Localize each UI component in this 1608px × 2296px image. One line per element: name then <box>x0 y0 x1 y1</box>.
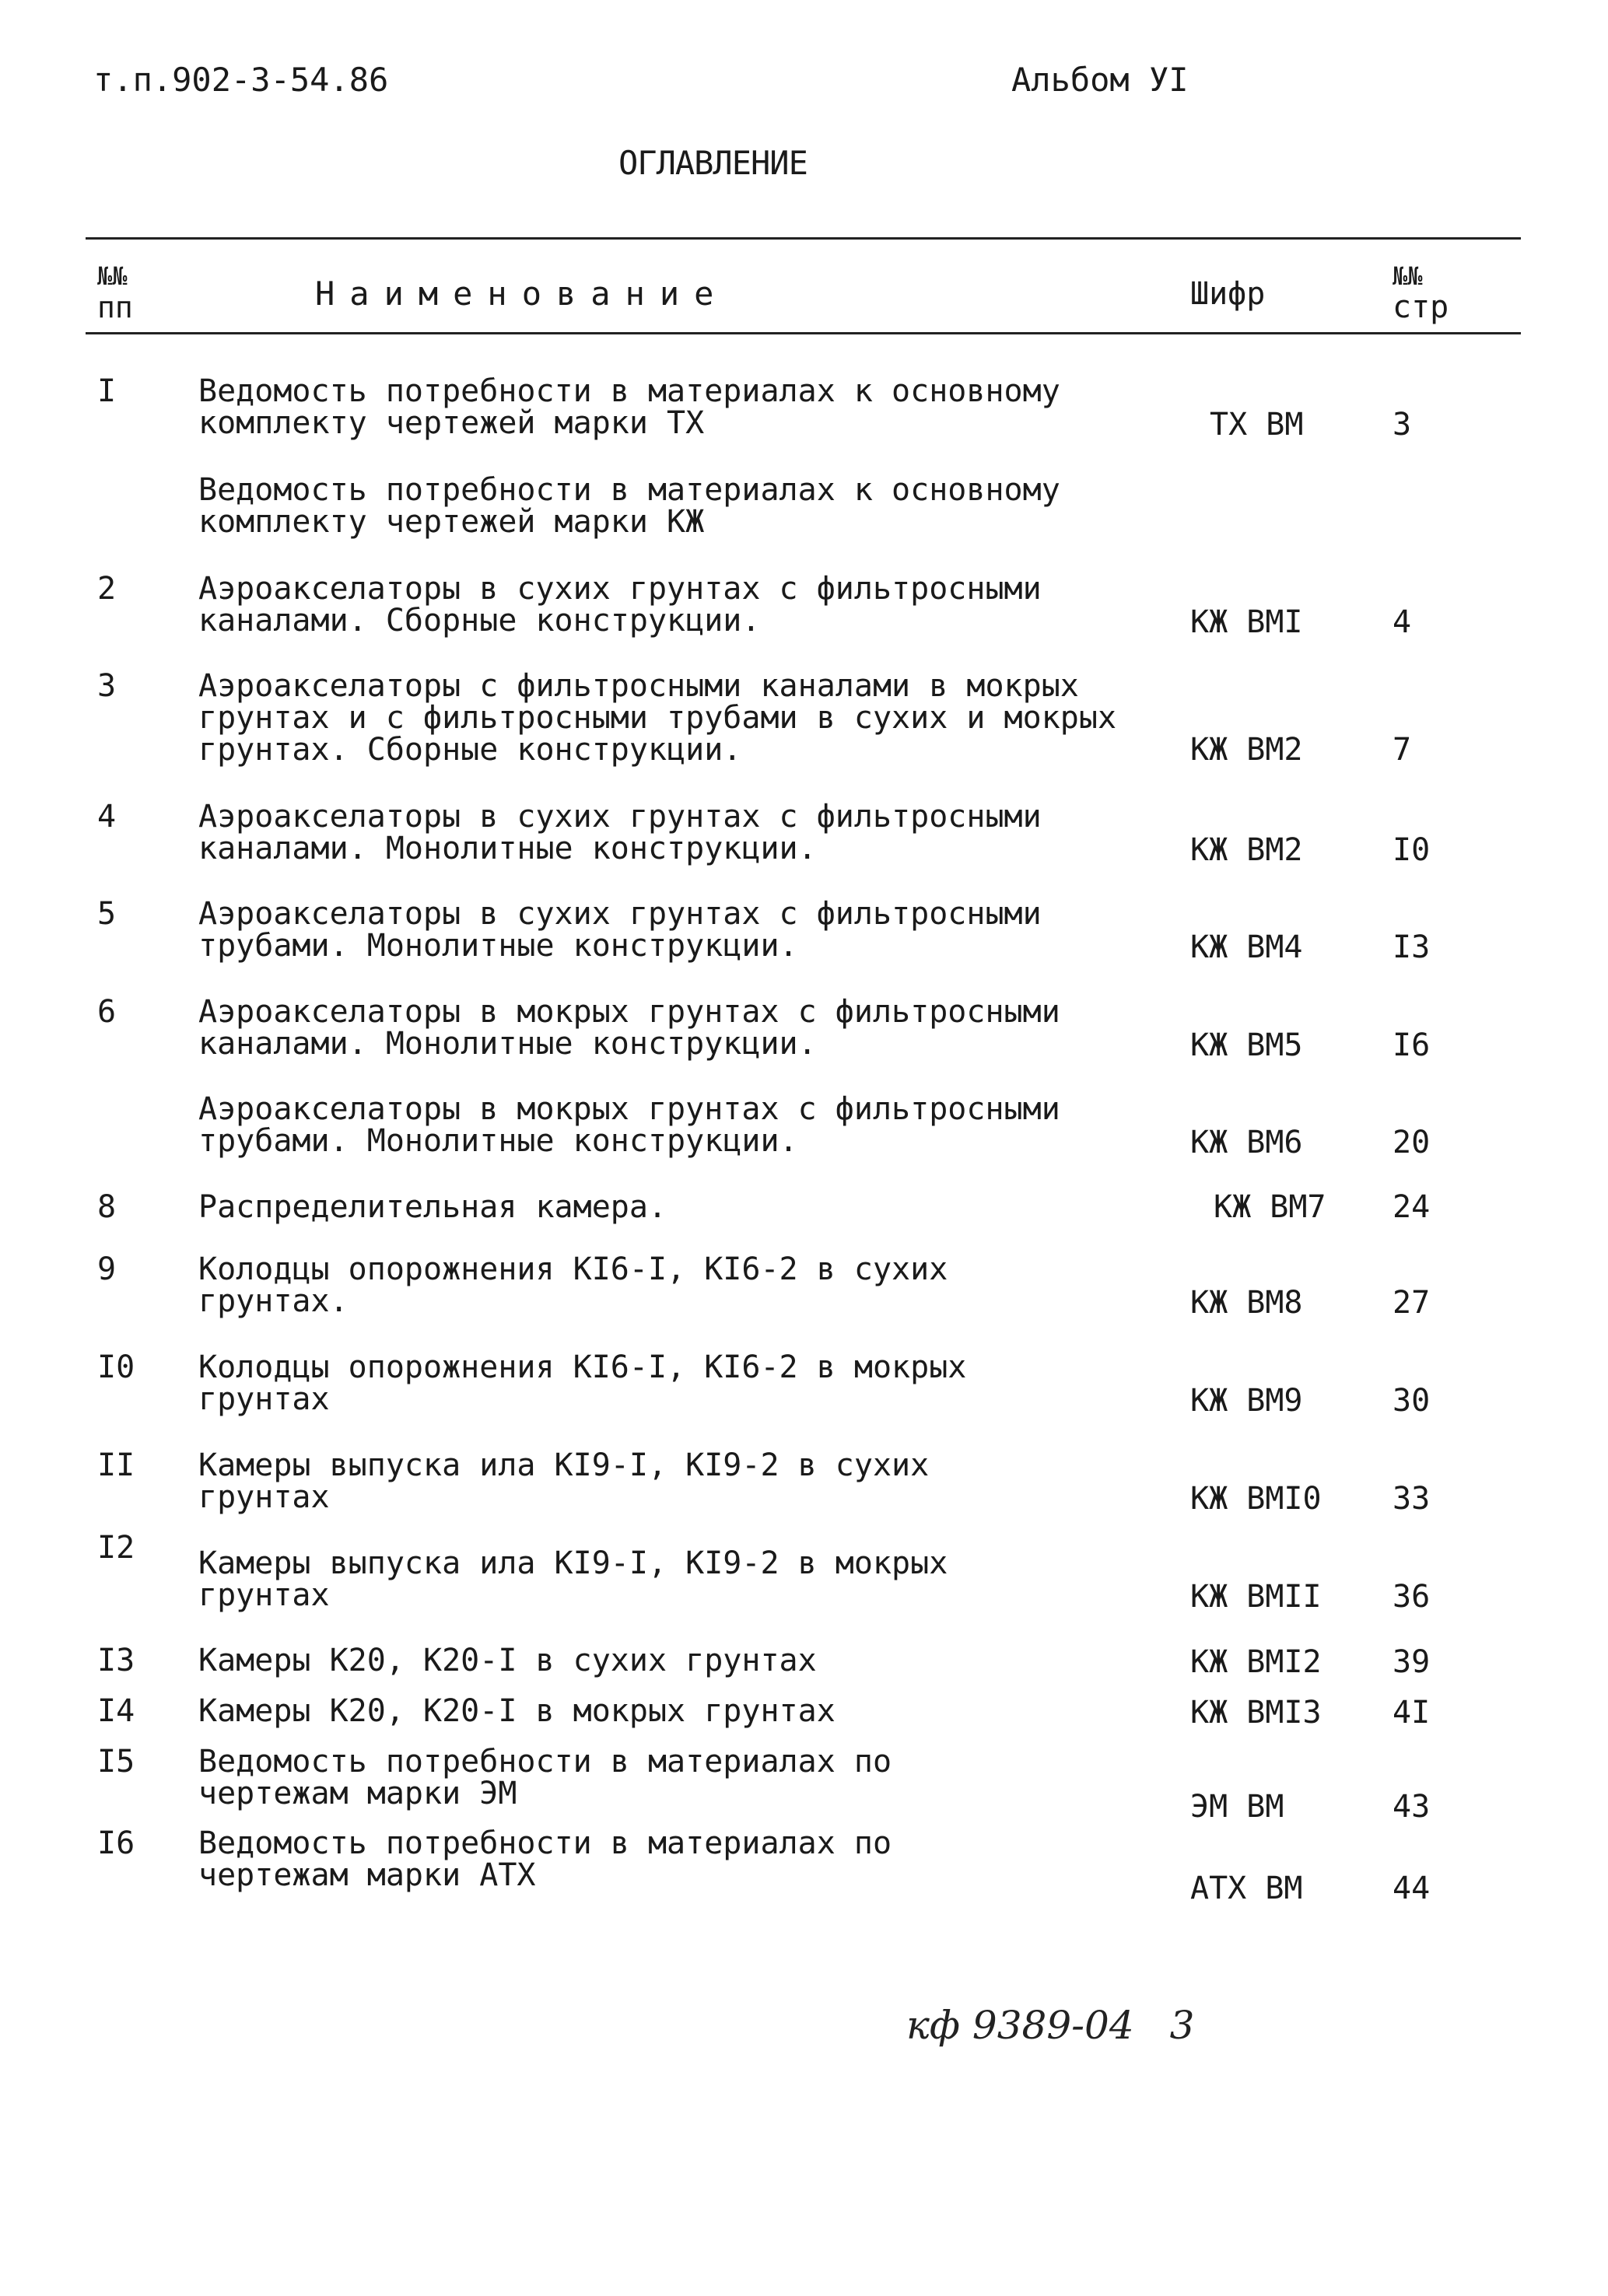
row-code: ТХ ВМ <box>1210 407 1304 443</box>
column-header-num-line1: №№ <box>97 261 128 291</box>
row-code: КЖ ВМI0 <box>1190 1481 1322 1517</box>
row-title: Колодцы опорожнения КI6-I, КI6-2 в мокрых грунтах <box>198 1349 967 1417</box>
row-num: II <box>97 1447 135 1483</box>
column-header-name: Наименование <box>315 275 729 313</box>
row-page: 24 <box>1393 1189 1431 1225</box>
row-title: Распределительная камера. <box>198 1189 667 1225</box>
row-num: 4 <box>97 799 117 835</box>
row-title: Ведомость потребности в материалах к основному комплекту чертежей марки ТХ <box>198 373 1060 441</box>
row-num: 5 <box>97 896 117 932</box>
row-num: 9 <box>97 1251 117 1287</box>
page-title: ОГЛАВЛЕНИЕ <box>618 144 808 182</box>
row-code: КЖ ВМ6 <box>1190 1125 1303 1160</box>
row-page: I0 <box>1393 832 1431 868</box>
row-page: 30 <box>1393 1383 1431 1419</box>
row-title: Колодцы опорожнения КI6-I, КI6-2 в сухих грунтах. <box>198 1251 948 1319</box>
row-code: КЖ ВМ2 <box>1190 732 1303 768</box>
row-page: 36 <box>1393 1579 1431 1615</box>
row-title: Аэроакселаторы в сухих грунтах с фильтросными каналами. Сборные конструкции. <box>198 571 1042 639</box>
footer-stamp-code: кф 9389-04 <box>906 2003 1134 2048</box>
row-title: Камеры выпуска ила КI9-I, КI9-2 в мокрых грунтах <box>198 1545 948 1613</box>
row-code: АТХ ВМ <box>1190 1871 1303 1906</box>
row-code: КЖ ВМ7 <box>1214 1189 1326 1225</box>
table-top-rule <box>86 237 1521 240</box>
row-num: 8 <box>97 1189 117 1225</box>
row-title: Ведомость потребности в материалах по чертежам марки АТХ <box>198 1825 892 1893</box>
column-header-num-line2: пп <box>97 290 133 324</box>
row-title: Ведомость потребности в материалах по чертежам марки ЭМ <box>198 1744 892 1811</box>
row-title: Аэроакселаторы в мокрых грунтах с фильтросными каналами. Монолитные конструкции. <box>198 994 1060 1062</box>
row-num: I3 <box>97 1643 135 1678</box>
row-num: I6 <box>97 1825 135 1861</box>
row-num: 3 <box>97 668 117 704</box>
row-page: 4I <box>1393 1695 1431 1731</box>
row-num: 2 <box>97 571 117 607</box>
row-code: КЖ ВМ5 <box>1190 1027 1303 1063</box>
row-page: 39 <box>1393 1644 1431 1680</box>
row-num: I4 <box>97 1693 135 1729</box>
row-page: 27 <box>1393 1285 1431 1321</box>
column-header-page <box>1393 261 1478 323</box>
row-num: 6 <box>97 994 117 1030</box>
row-page: 20 <box>1393 1125 1431 1160</box>
row-page: 43 <box>1393 1789 1431 1825</box>
row-code: КЖ ВМ2 <box>1190 832 1303 868</box>
row-page: 3 <box>1393 407 1412 443</box>
row-title: Аэроакселаторы в сухих грунтах с фильтросными трубами. Монолитные конструкции. <box>198 896 1042 964</box>
row-code: КЖ ВМII <box>1190 1579 1322 1615</box>
row-code: КЖ ВМ8 <box>1190 1285 1303 1321</box>
row-num: I5 <box>97 1744 135 1780</box>
row-page: I6 <box>1393 1027 1431 1063</box>
row-page: 33 <box>1393 1481 1431 1517</box>
row-code: КЖ ВМ9 <box>1190 1383 1303 1419</box>
row-code: КЖ ВМ4 <box>1190 929 1303 965</box>
row-title: Аэроакселаторы в мокрых грунтах с фильтросными трубами. Монолитные конструкции. <box>198 1091 1060 1159</box>
column-header-code: Шифр <box>1190 276 1266 312</box>
row-title: Камеры выпуска ила КI9-I, КI9-2 в сухих грунтах <box>198 1447 930 1515</box>
row-page: 7 <box>1393 732 1412 768</box>
column-header-num <box>97 261 167 323</box>
row-title: Камеры К20, К20-I в сухих грунтах <box>198 1643 817 1678</box>
doc-code: т.п.902-3-54.86 <box>93 61 389 99</box>
row-num: I0 <box>97 1349 135 1385</box>
column-header-page-line2: стр <box>1393 289 1449 325</box>
row-title: Камеры К20, К20-I в мокрых грунтах <box>198 1693 836 1729</box>
row-title: Аэроакселаторы с фильтросными каналами в мокрых грунтах и с фильтросными трубами в сухих и мокрых грунтах. Сборные конструкции. <box>198 668 1117 768</box>
row-code: КЖ ВМI3 <box>1190 1695 1322 1731</box>
table-header-rule <box>86 332 1521 334</box>
row-page: I3 <box>1393 929 1431 965</box>
row-num: I <box>97 373 117 409</box>
row-page: 44 <box>1393 1871 1431 1906</box>
row-title: Аэроакселаторы в сухих грунтах с фильтросными каналами. Монолитные конструкции. <box>198 799 1042 866</box>
row-code: КЖ ВМI2 <box>1190 1644 1322 1680</box>
row-code: КЖ ВМI <box>1190 604 1303 640</box>
album-label: Альбом УI <box>1011 61 1189 99</box>
footer-page-number: 3 <box>1169 2003 1195 2048</box>
row-num: I2 <box>97 1530 135 1566</box>
row-title: Ведомость потребности в материалах к основному комплекту чертежей марки КЖ <box>198 472 1060 540</box>
column-header-page-line1: №№ <box>1393 261 1423 291</box>
footer-stamp <box>906 2003 1194 2048</box>
row-code: ЭМ ВМ <box>1190 1789 1284 1825</box>
row-page: 4 <box>1393 604 1412 640</box>
